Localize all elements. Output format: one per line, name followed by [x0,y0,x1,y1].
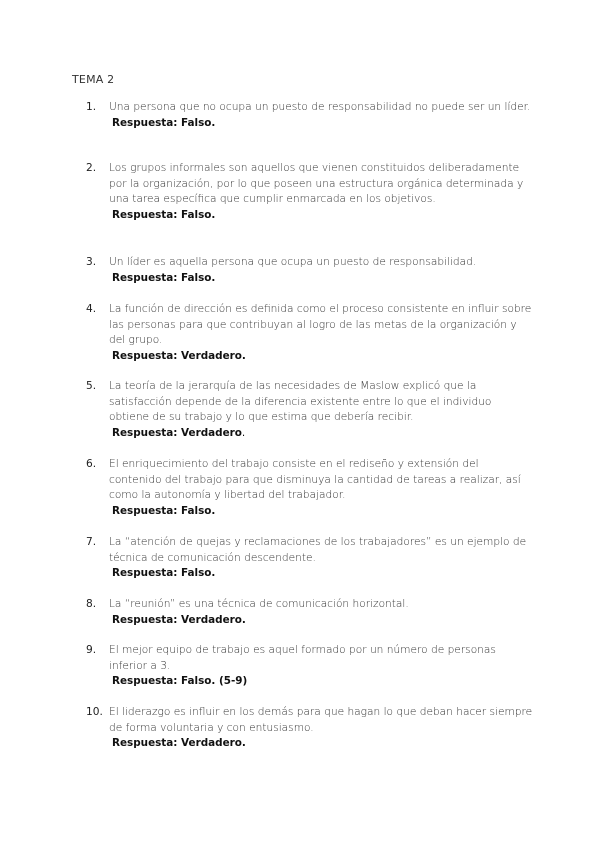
question-item [86,100,534,131]
answer-label: Respuesta: Verdadero [112,426,242,439]
question-text: La “atención de quejas y reclamaciones de los trabajadores” es un ejemplo de técnica de comunicación descendente. [109,536,527,564]
question-number: 4. [86,303,97,315]
question-text: La función de dirección es definida como el proceso consistente en influir sobre las personas para que contribuyan al logro de las metas de la organización y del grupo. [109,303,532,346]
answer-label: Respuesta: Falso. [112,567,216,579]
question-item [86,161,534,223]
question-item [86,255,534,286]
question-item [86,643,534,690]
question-item [86,302,534,364]
question-number: 2. [86,162,97,174]
question-number: 9. [86,644,97,656]
answer-label: Respuesta: Verdadero. [112,737,246,749]
question-number: 5. [86,380,97,392]
question-text: El enriquecimiento del trabajo consiste en el rediseño y extensión del contenido del trabajo para que disminuya la cantidad de tareas a realizar, así como la autonomía y libertad del trabajador. [109,458,521,501]
answer-tail: . [241,426,246,439]
question-text: La “reunión” es una técnica de comunicación horizontal. [109,598,409,610]
question-answer [112,116,534,132]
answer-label: Respuesta: Falso. [112,504,216,517]
question-answer [112,271,534,287]
question-answer [112,349,534,365]
question-item [86,535,534,582]
question-number: 8. [86,598,97,610]
question-number: 3. [86,256,97,268]
question-answer [112,208,534,224]
answer-label: Respuesta: Falso. (5-9) [112,675,248,687]
question-number: 10. [86,706,103,718]
question-answer [112,566,534,582]
question-answer [112,613,534,629]
answer-label: Respuesta: Verdadero. [112,613,246,626]
question-item [86,705,534,752]
question-text: El mejor equipo de trabajo es aquel formado por un número de personas inferior a 3. [109,644,496,672]
question-item [86,379,534,441]
question-item [86,597,534,628]
question-text: Los grupos informales son aquellos que vienen constituidos deliberadamente por la organización, por lo que poseen una estructura orgánica determinada y una tarea específica que cumplir enmarcada en los objetivos. [109,162,524,205]
answer-label: Respuesta: Falso. [112,271,216,284]
question-answer [112,426,534,442]
question-number: 1. [86,101,97,113]
question-text: Una persona que no ocupa un puesto de responsabilidad no puede ser un líder. [109,101,531,113]
question-text: La teoría de la jerarquía de las necesidades de Maslow explicó que la satisfacción depende de la diferencia existente entre lo que el individuo obtiene de su trabajo y lo que estima que debería recibir. [109,380,492,423]
question-text: Un líder es aquella persona que ocupa un puesto de responsabilidad. [109,256,477,268]
answer-label: Respuesta: Verdadero. [112,349,246,362]
question-answer [112,674,534,690]
question-text: El liderazgo es influir en los demás para que hagan lo que deban hacer siempre de forma voluntaria y con entusiasmo. [109,706,533,734]
answer-label: Respuesta: Falso. [112,116,216,129]
question-number: 6. [86,458,97,470]
question-answer [112,504,534,520]
question-number: 7. [86,536,97,548]
question-answer [112,736,534,752]
answer-label: Respuesta: Falso. [112,208,216,221]
document-title: TEMA 2 [72,73,115,86]
question-item [86,457,534,519]
